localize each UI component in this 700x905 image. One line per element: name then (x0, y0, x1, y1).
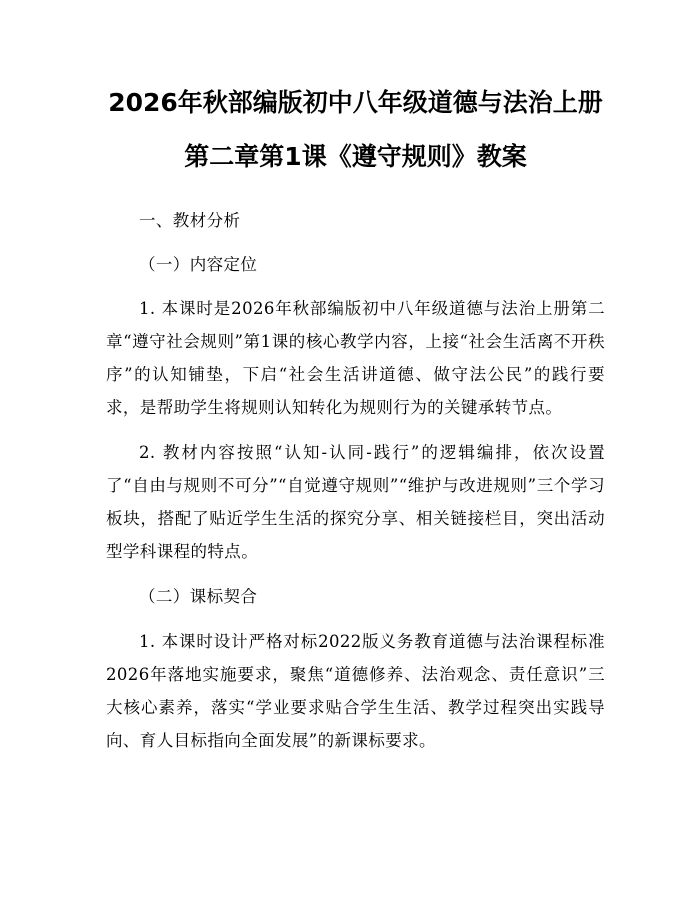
section-heading-textbook-analysis: 一、教材分析 (139, 211, 241, 230)
document-title-line-1: 2026年秋部编版初中八年级道德与法治上册 (108, 88, 603, 117)
document-title-line-2: 第二章第1课《遵守规则》教案 (184, 142, 527, 171)
document-body (106, 204, 605, 757)
subsection-heading-content-positioning: （一）内容定位 (139, 255, 258, 274)
paragraph: 1. 本课时是2026年秋部编版初中八年级道德与法治上册第二章“遵守社会规则”第1课的核心教学内容，上接“社会生活离不开秩序”的认知铺垫，下启“社会生活讲道德、做守法公民”的践行要求，是帮助学生将规则认知转化为规则行为的关键承转节点。 (106, 299, 605, 417)
subsection-heading-curriculum-alignment: （二）课标契合 (139, 587, 258, 606)
paragraph: 1. 本课时设计严格对标2022版义务教育道德与法治课程标准2026年落地实施要求，聚焦“道德修养、法治观念、责任意识”三大核心素养，落实“学业要求贴合学生生活、教学过程突出实践导向、育人目标指向全面发展”的新课标要求。 (106, 632, 605, 750)
paragraph: 2. 教材内容按照“认知-认同-践行”的逻辑编排，依次设置了“自由与规则不可分”“自觉遵守规则”“维护与改进规则”三个学习板块，搭配了贴近学生生活的探究分享、相关链接栏目，突出活动型学科课程的特点。 (106, 443, 605, 561)
